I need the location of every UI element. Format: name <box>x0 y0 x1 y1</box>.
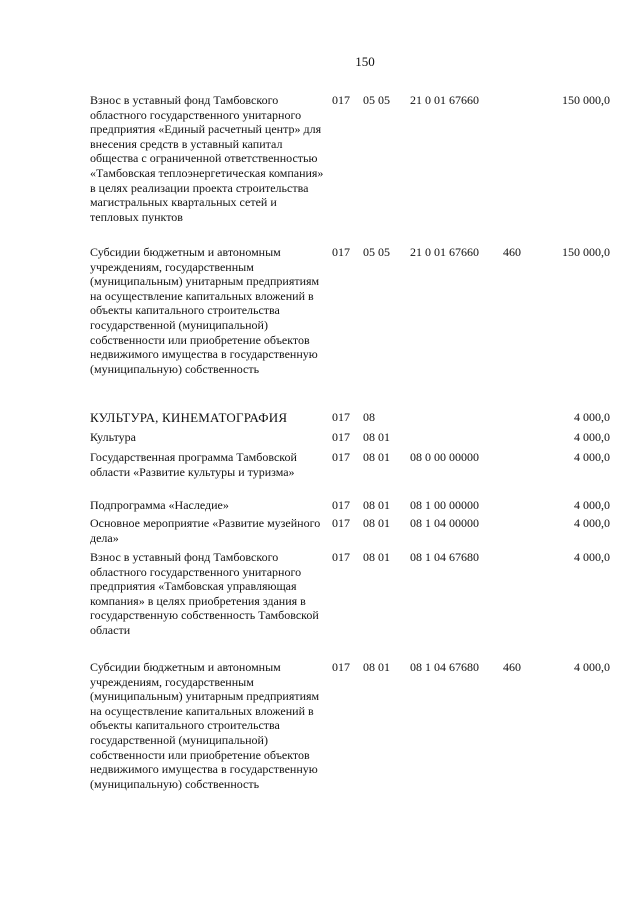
section-code: 08 01 <box>363 550 390 564</box>
amount: 4 000,0 <box>574 450 610 464</box>
section-code: 05 05 <box>363 93 390 107</box>
target-article-code: 08 1 04 67680 <box>410 550 479 564</box>
ved-code: 017 <box>332 450 350 464</box>
ved-code: 017 <box>332 410 350 424</box>
amount: 4 000,0 <box>574 498 610 512</box>
row-name: Субсидии бюджетным и автономным учреждениям, государственным (муниципальным) унитарным предприятиям на осуществление капитальных вложений в объекты капитального строительства государственной (муниципальной) собственности или приобретение объектов недвижимого имущества в государственную (муниципальную) собственность <box>90 660 320 791</box>
expense-type-code: 460 <box>503 660 521 674</box>
amount: 4 000,0 <box>574 410 610 424</box>
amount: 4 000,0 <box>574 516 610 530</box>
amount: 4 000,0 <box>574 430 610 444</box>
ved-code: 017 <box>332 430 350 444</box>
ved-code: 017 <box>332 93 350 107</box>
section-code: 08 <box>363 410 375 424</box>
amount: 150 000,0 <box>562 93 610 107</box>
row-name: КУЛЬТУРА, КИНЕМАТОГРАФИЯ <box>90 410 288 425</box>
expense-type-code: 460 <box>503 245 521 259</box>
row-name: Основное мероприятие «Развитие музейного дела» <box>90 516 321 545</box>
section-code: 05 05 <box>363 245 390 259</box>
ved-code: 017 <box>332 516 350 530</box>
amount: 4 000,0 <box>574 550 610 564</box>
target-article-code: 21 0 01 67660 <box>410 245 479 259</box>
row-name: Взнос в уставный фонд Тамбовского областного государственного унитарного предприятия «Тамбовская управляющая компания» в целях приобретения здания в государственную собственность Тамбовской области <box>90 550 319 637</box>
ved-code: 017 <box>332 498 350 512</box>
ved-code: 017 <box>332 245 350 259</box>
target-article-code: 08 1 04 67680 <box>410 660 479 674</box>
section-code: 08 01 <box>363 498 390 512</box>
row-name: Государственная программа Тамбовской области «Развитие культуры и туризма» <box>90 450 297 479</box>
target-article-code: 08 1 04 00000 <box>410 516 479 530</box>
amount: 150 000,0 <box>562 245 610 259</box>
amount: 4 000,0 <box>574 660 610 674</box>
ved-code: 017 <box>332 550 350 564</box>
target-article-code: 08 1 00 00000 <box>410 498 479 512</box>
row-name: Субсидии бюджетным и автономным учреждениям, государственным (муниципальным) унитарным предприятиям на осуществление капитальных вложений в объекты капитального строительства государственной (муниципальной) собственности или приобретение объектов недвижимого имущества в государственную (муниципальную) собственность <box>90 245 320 376</box>
page-number: 150 <box>355 54 375 69</box>
section-code: 08 01 <box>363 516 390 530</box>
target-article-code: 08 0 00 00000 <box>410 450 479 464</box>
section-code: 08 01 <box>363 660 390 674</box>
target-article-code: 21 0 01 67660 <box>410 93 479 107</box>
row-name: Взнос в уставный фонд Тамбовского областного государственного унитарного предприятия «Единый расчетный центр» для внесения средств в уставный капитал общества с ограниченной ответственностью «Тамбовская теплоэнергетическая компания» в целях реализации проекта строительства магистральных квартальных сетей и тепловых пунктов <box>90 93 324 224</box>
section-code: 08 01 <box>363 430 390 444</box>
section-code: 08 01 <box>363 450 390 464</box>
row-name: Культура <box>90 430 136 444</box>
row-name: Подпрограмма «Наследие» <box>90 498 229 512</box>
ved-code: 017 <box>332 660 350 674</box>
